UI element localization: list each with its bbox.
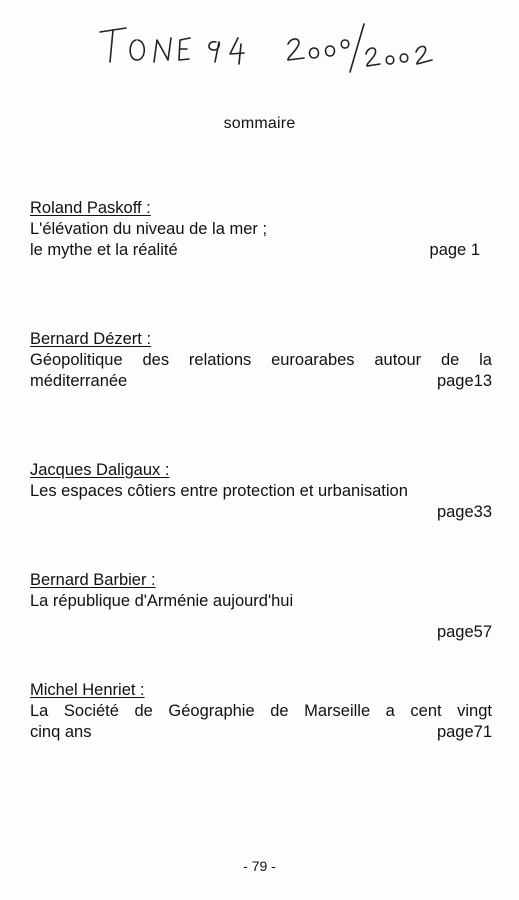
entry-title-row	[30, 371, 492, 392]
toc-entry-2	[30, 329, 492, 392]
entry-title-line: Géopolitique des relations euroarabes autour de la	[30, 351, 492, 369]
toc-entry-3	[30, 460, 492, 523]
entry-title-line: méditerranée	[30, 372, 128, 390]
entry-page-number: page33	[436, 503, 492, 521]
entry-title-line: cinq ans	[30, 723, 92, 741]
toc-entry-5	[30, 680, 492, 743]
entry-title-row	[30, 722, 492, 743]
entry-author: Jacques Daligaux :	[30, 461, 170, 479]
handwritten-volume-note	[92, 18, 452, 74]
page-title: sommaire	[223, 115, 296, 132]
entry-page-number: page57	[436, 623, 492, 641]
entry-title-line: Les espaces côtiers entre protection et urbanisation	[30, 482, 408, 500]
toc-entry-4	[30, 570, 492, 643]
entry-author: Michel Henriet :	[30, 681, 145, 699]
entry-author: Bernard Barbier :	[30, 571, 156, 589]
entry-title-line: le mythe et la réalité	[30, 241, 178, 259]
entry-author: Roland Paskoff :	[30, 199, 151, 217]
entry-page-number: page 1	[429, 241, 480, 259]
entry-author: Bernard Dézert :	[30, 330, 152, 348]
entry-page-number: page13	[436, 372, 492, 390]
entry-title-row	[30, 240, 492, 261]
entry-title-line: L'élévation du niveau de la mer ;	[30, 220, 268, 238]
entry-title-line: La république d'Arménie aujourd'hui	[30, 592, 294, 610]
entry-title-line: La Société de Géographie de Marseille a cent vingt	[30, 702, 492, 720]
footer-page-number: - 79 -	[243, 858, 276, 874]
toc-entry-1	[30, 198, 492, 261]
entry-page-number: page71	[436, 723, 492, 741]
